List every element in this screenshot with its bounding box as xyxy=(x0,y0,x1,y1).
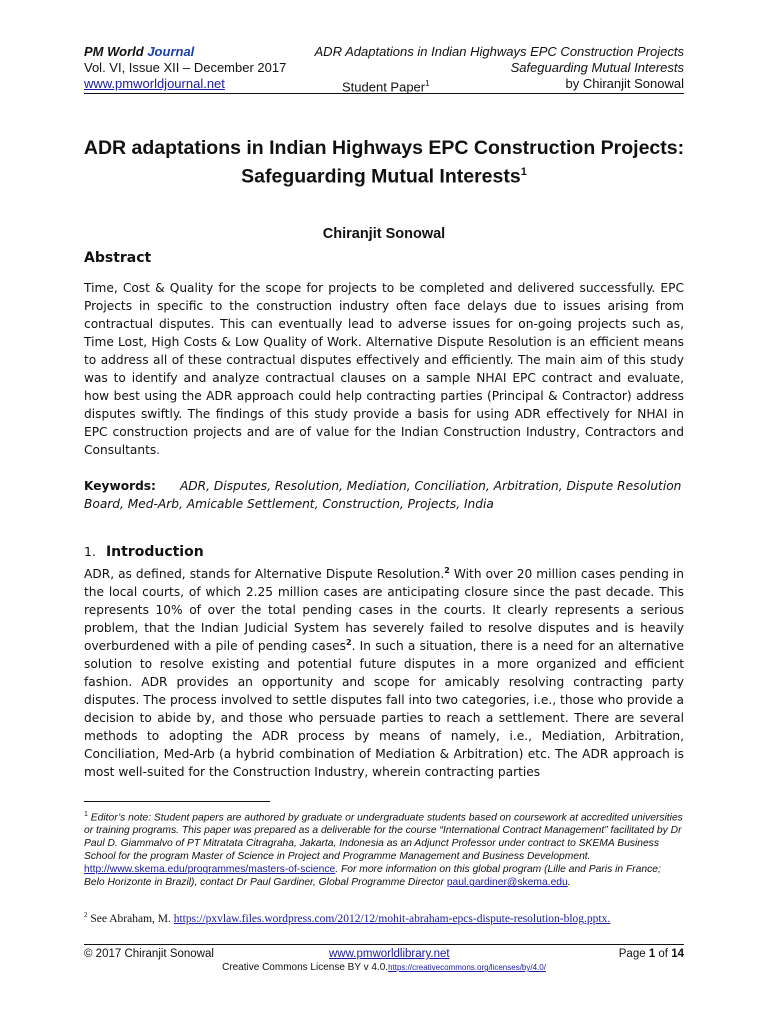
footnote-2: $^2$ See Abraham, M. https://pxvlaw.files.wordpress.com/2012/12/mohit-abraham-epcs-dispute-resolution-blog.pptx. xyxy=(84,911,611,925)
running-header xyxy=(84,44,684,95)
journal-name: PM World Journal xyxy=(84,44,195,59)
issue-info: Vol. VI, Issue XII – December 2017 xyxy=(84,60,287,75)
footnote-ref[interactable]: 2 xyxy=(444,565,450,575)
footnote-1: $^1$ Editor’s note: Student papers are authored by graduate or undergraduate students based on coursework at accredited universities or training programs. This paper was prepared as a deliverable for the course “International Contract Management” facilitated by Dr Paul D. Giammalvo of PT Mitratata Citragraha, Jakarta, Indonesia as an Adjunct Professor under contract to SKEMA Business School for the program Master of Science in Project and Programme Management and Business Development. http://www.skema.edu/programmes/masters-of-science. For more information on this global program (Lille and Paris in France; Belo Horizonte in Brazil), contact Dr Paul Gardiner, Global Programme Director paul.gardiner@skema.edu. xyxy=(84,811,683,889)
introduction-text: ADR, as defined, stands for Alternative Dispute Resolution.$^2$ With over 20 million cases pending in the local courts, of which 2.25 million cases are anticipating closure since the past decade. This represents 10% of over the total pending cases in the courts. It clearly represents a serious problem, that the Indian Judicial System has severely failed to resolve disputes and is heavily overburdened with a pile of pending cases$^2$. In such a situation, there is a need for an alternative solution to resolve existing and potential future disputes in a more organized and efficient fashion. ADR provides an opportunity and scope for amicably resolving contracting party disputes. The process involved to settle disputes fall into two categories, i.e., those who provide a decision to abide by, and those who persuade parties to reach a settlement. There are several methods to adopting the ADR process by means of namely, i.e., Mediation, Arbitration, Conciliation, Med-Arb (a hybrid combination of Mediation & Arbitration) etc. The ADR approach is most well-suited for the Construction Industry, wherein contracting parties xyxy=(84,565,685,779)
footnote-ref[interactable]: 2 xyxy=(345,637,352,647)
email-link[interactable]: paul.gardiner@skema.edu xyxy=(446,877,568,889)
footnote-divider xyxy=(84,801,270,802)
copyright: © 2017 Chiranjit Sonowal xyxy=(84,948,214,960)
license-line: Creative Commons License BY v 4.0.https://creativecommons.org/licenses/by/4.0/ xyxy=(222,962,546,973)
journal-website-link[interactable]: www.pmworldjournal.net xyxy=(84,76,225,91)
running-subtitle: Safeguarding Mutual Interests xyxy=(510,60,684,75)
introduction-heading: 1. Introduction xyxy=(84,544,204,560)
reference-link[interactable]: https://pxvlaw.files.wordpress.com/2012/12/mohit-abraham-epcs-dispute-resolution-blog.pptx. xyxy=(173,912,611,925)
abstract-heading: Abstract xyxy=(84,250,152,266)
footer-divider xyxy=(84,944,684,945)
paper-type: Student Paper$^1$ xyxy=(342,79,430,95)
running-title: ADR Adaptations in Indian Highways EPC Construction Projects xyxy=(314,44,684,59)
library-link[interactable]: www.pmworldlibrary.net xyxy=(329,948,450,960)
page-number: Page 1 of 14 xyxy=(618,948,684,960)
abstract-text: Time, Cost & Quality for the scope for projects to be completed and delivered successfully. EPC Projects in specific to the construction industry often face delays due to issues arising from contractual disputes. This can eventually lead to adverse issues for on-going projects such as, Time Lost, High Costs & Low Quality of Work. Alternative Dispute Resolution is an efficient means to address all of these contractual disputes effectively and efficiently. The main aim of this study was to identify and analyze contractual clauses on a sample NHAI EPC contract and evaluate, how best using the ADR approach could help contracting parties (Principal & Contractor) address disputes swiftly. The findings of this study provide a basis for using ADR effectively for NHAI in EPC construction projects and are of value for the Indian Construction Industry, Contractors and Consultants. xyxy=(84,281,684,457)
author-name: Chiranjit Sonowal xyxy=(322,226,446,242)
license-link[interactable]: https://creativecommons.org/licenses/by/4.0/ xyxy=(388,963,546,972)
paper-title: ADR adaptations in Indian Highways EPC Construction Projects: Safeguarding Mutual Interests$^1$ xyxy=(83,137,685,188)
header-divider xyxy=(84,93,684,94)
skema-program-link[interactable]: http://www.skema.edu/programmes/masters-of-science xyxy=(84,864,336,876)
byline: by Chiranjit Sonowal xyxy=(565,76,684,91)
keywords: Keywords: ADR, Disputes, Resolution, Mediation, Conciliation, Arbitration, Dispute Resolution Board, Med-Arb, Amicable Settlement, Construction, Projects, India xyxy=(84,479,682,511)
